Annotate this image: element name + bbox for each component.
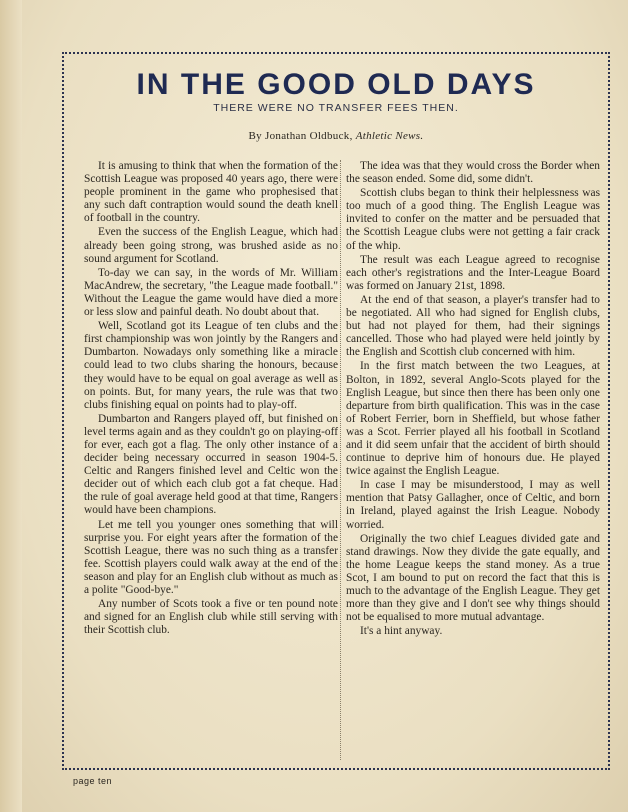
paragraph: Originally the two chief Leagues divided gate and stand drawings. Now they divide the gate equally, and the home League keeps the stand money. As a true Scot, I am bound to put on record the fact that this is much to the advantage of the English League. They get more than they give and I don't see why things should not be equalised to more mutual advantage. <box>346 532 600 624</box>
column-divider <box>340 160 341 760</box>
page-number: page ten <box>73 776 113 786</box>
right-column <box>346 160 600 639</box>
byline-author: By Jonathan Oldbuck, <box>248 130 353 142</box>
paragraph: Well, Scotland got its League of ten clubs and the first championship was won jointly by the Rangers and Dumbarton. Nowadays only something like a miracle could lead to two clubs sharing the honours, because they would have to be equal on goal average as well as on points. But, for many years, the rule was that two clubs finishing equal on points had to play-off. <box>84 320 338 411</box>
left-column <box>84 160 338 638</box>
article-byline <box>62 130 610 142</box>
paragraph: Even the success of the English League, which had already been going strong, was brushed aside as no sound argument for Scotland. <box>84 226 338 265</box>
byline-source: Athletic News. <box>355 130 424 142</box>
article-title: IN THE GOOD OLD DAYS <box>136 68 536 101</box>
paragraph: At the end of that season, a player's transfer had to be negotiated. All who had signed for English clubs, but had not played for them, had their signings cancelled. Those who had played were held jointly by the English and Scottish club concerned with him. <box>346 293 600 359</box>
paragraph: It's a hint anyway. <box>360 625 443 638</box>
binding-edge <box>0 0 22 812</box>
paragraph: The idea was that they would cross the Border when the season ended. Some did, some didn't. <box>346 160 600 186</box>
paragraph: Scottish clubs began to think their helplessness was too much of a good thing. The English League was invited to confer on the matter and be persuaded that the Scottish League clubs were not getting a fair crack of the whip. <box>346 187 600 252</box>
paragraph: To-day we can say, in the words of Mr. William MacAndrew, the secretary, "the League made football." Without the League the game would have died a more or less slow and painful death. No doubt about that. <box>84 266 338 319</box>
paragraph: In the first match between the two Leagues, at Bolton, in 1892, several Anglo-Scots played for the English League, but since then there has been only one departure from birth qualification. This was in the case of Robert Ferrier, born in Sheffield, but whose father was a Scot. Ferrier played all his football in Scotland and it did seem unfair that the accident of birth should continue to deprive him of honours due. He played twice against the English League. <box>346 360 600 478</box>
article-subtitle: THERE WERE NO TRANSFER FEES THEN. <box>213 102 459 114</box>
paragraph: The result was each League agreed to recognise each other's registrations and the Inter-League Board was formed on January 21st, 1898. <box>346 253 600 292</box>
paragraph: Any number of Scots took a five or ten pound note and signed for an English club while still serving with their Scottish club. <box>84 598 338 637</box>
paragraph: It is amusing to think that when the formation of the Scottish League was proposed 40 years ago, there were people prominent in the game who prophesised that any such daft contraption would sound the death knell of football in the country. <box>84 160 338 225</box>
paragraph: Dumbarton and Rangers played off, but finished on level terms again and as they couldn't go on playing-off for ever, each got a flag. The only other instance of a decider being necessary occurred in season 1904-5. Celtic and Rangers finished level and Celtic won the decider out of which each club got a fat cheque. Had the rule of goal average held good at that time, Rangers would have been champions. <box>84 412 338 517</box>
paragraph: Let me tell you younger ones something that will surprise you. For eight years after the formation of the Scottish League, there was no such thing as a transfer fee. Scottish players could walk away at the end of the season and play for an English club without as much as a polite "Good-bye." <box>84 518 338 596</box>
paragraph: In case I may be misunderstood, I may as well mention that Patsy Gallagher, once of Celtic, and born in Ireland, played against the Irish League. Nobody worried. <box>346 479 600 531</box>
